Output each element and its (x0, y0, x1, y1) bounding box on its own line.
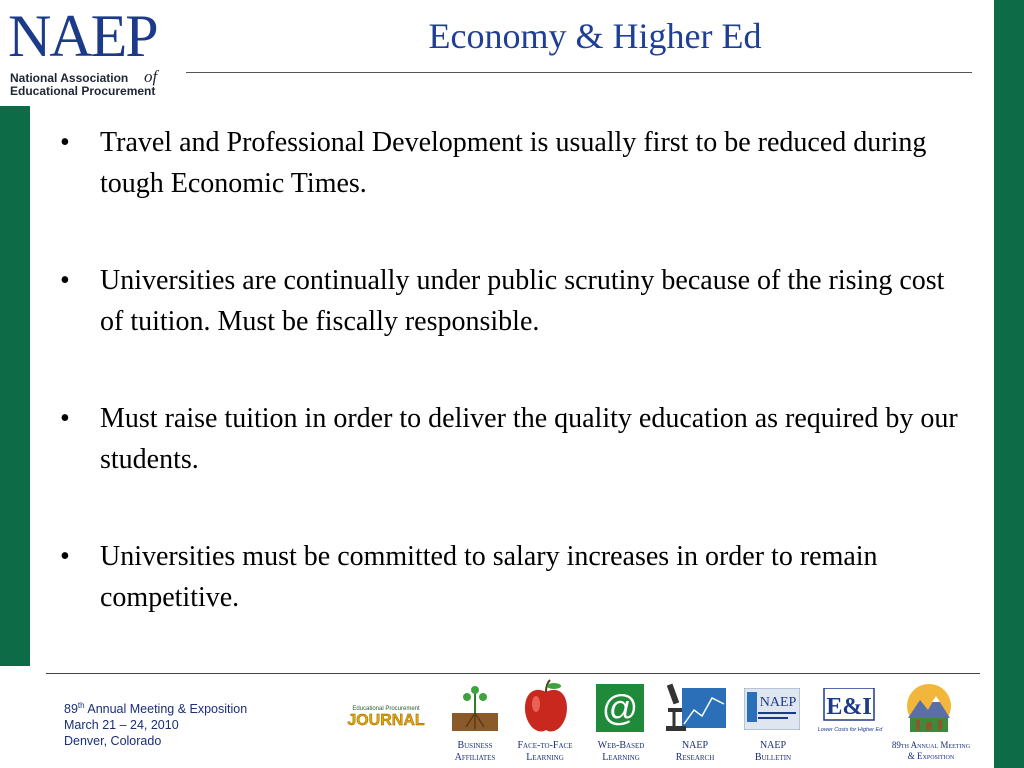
right-accent-bar (994, 0, 1024, 768)
label-line-2: & Exposition (907, 751, 955, 761)
bullet-marker: • (60, 403, 70, 434)
bullet-item (60, 536, 960, 618)
business-affiliates-icon[interactable] (452, 683, 498, 731)
title-divider (186, 72, 972, 73)
naep-research-label (650, 740, 740, 764)
label-line-2: Learning (526, 752, 564, 763)
footer-meeting (64, 698, 247, 717)
bullet-text: Universities are continually under public scrutiny because of the rising cost of tuition. Must be fiscally responsible. (100, 265, 945, 337)
bullet-list (60, 122, 960, 674)
footer-dates: March 21 – 24, 2010 (64, 718, 179, 733)
label-line-2: Research (675, 752, 715, 763)
footer-event-info (64, 698, 247, 749)
bullet-item (60, 260, 960, 342)
bullet-marker: • (60, 541, 70, 572)
journal-icon[interactable] (338, 703, 434, 727)
meeting-ordinal: th (77, 701, 85, 710)
naep-bulletin-label (728, 740, 818, 764)
bullet-text: Universities must be committed to salary increases in order to remain competitive. (100, 541, 878, 613)
microscope-icon[interactable] (664, 680, 726, 736)
e-and-i-caption: Lower Costs for Higher Ed (817, 727, 883, 733)
slide-title: Economy & Higher Ed (428, 16, 762, 56)
label-line-1: 89th Annual Meeting (891, 740, 971, 750)
bullet-marker: • (60, 265, 70, 296)
label-line-1: Web-Based (597, 740, 645, 751)
bullet-item (60, 398, 960, 480)
label-line-2: Bulletin (754, 752, 792, 763)
logo-line-2: Educational Procurement (10, 84, 156, 98)
meeting-number: 89 (64, 702, 78, 717)
journal-caption-big: JOURNAL (347, 712, 425, 727)
label-line-2: Affiliates (454, 752, 496, 763)
label-line-1: Business (457, 740, 493, 751)
label-line-1: Face-to-Face (517, 740, 573, 751)
left-accent-bar (0, 106, 30, 666)
naep-bulletin-icon[interactable] (744, 688, 800, 730)
bullet-text: Must raise tuition in order to deliver the quality education as required by our students. (100, 403, 958, 475)
label-line-1: NAEP (681, 740, 709, 751)
label-line-1: NAEP (759, 740, 787, 751)
bullet-marker: • (60, 127, 70, 158)
bullet-item (60, 122, 960, 204)
logo-line-1: National Association (10, 71, 129, 85)
annual-meeting-label (886, 740, 976, 762)
label-line-2: Learning (602, 752, 640, 763)
svg-text:NAEP: NAEP (759, 695, 797, 710)
e-and-i-icon[interactable] (814, 688, 886, 736)
apple-icon[interactable] (520, 678, 572, 736)
bullet-text: Travel and Professional Development is usually first to be reduced during tough Economic Times. (100, 127, 927, 199)
footer-divider (46, 673, 980, 674)
svg-text:E&I: E&I (826, 694, 872, 720)
at-sign-icon[interactable] (596, 684, 644, 732)
logo-of: of (144, 67, 158, 86)
meeting-title: Annual Meeting & Exposition (84, 702, 248, 717)
mountain-logo-icon[interactable] (904, 682, 954, 734)
journal-caption-small: Educational Procurement (352, 706, 420, 712)
naep-logo (8, 3, 180, 98)
logo-mark: NAEP (8, 3, 157, 69)
footer-location: Denver, Colorado (64, 734, 162, 749)
svg-text:@: @ (601, 687, 639, 728)
